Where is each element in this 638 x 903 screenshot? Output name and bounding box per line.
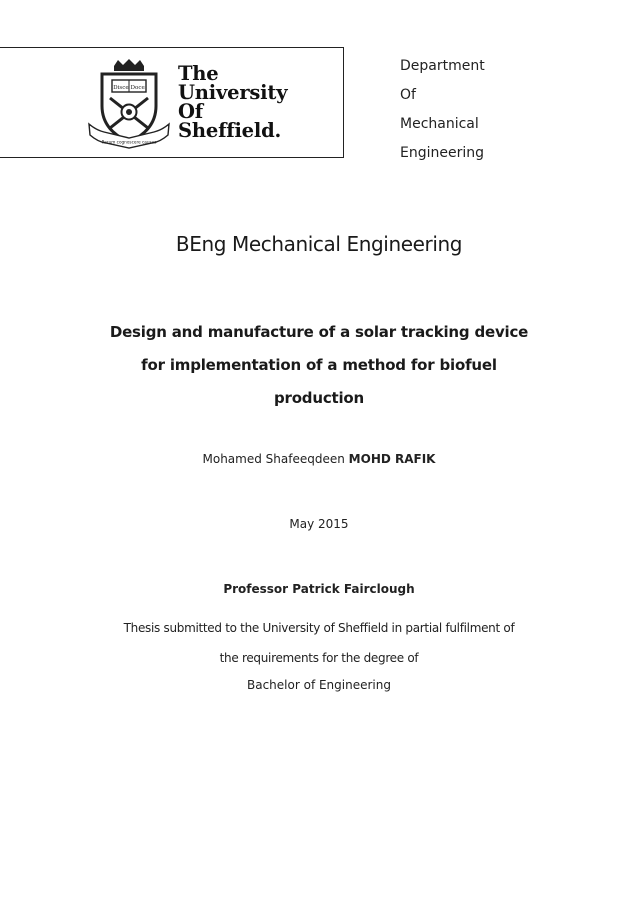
thesis-title bbox=[0, 316, 638, 415]
author-given-names: Mohamed Shafeeqdeen bbox=[202, 452, 345, 466]
submission-line: Thesis submitted to the University of Sheffield in partial fulfilment of bbox=[123, 621, 515, 635]
submission-line: the requirements for the degree of bbox=[219, 651, 419, 665]
wordmark-line: Of bbox=[178, 100, 203, 123]
university-crest-icon bbox=[88, 58, 170, 150]
crest-motto: Disce Doce bbox=[113, 85, 145, 91]
degree-award: Bachelor of Engineering bbox=[247, 678, 391, 692]
submission-date: May 2015 bbox=[289, 517, 349, 531]
department-line: Mechanical bbox=[400, 116, 479, 132]
author-name bbox=[0, 452, 638, 466]
wordmark-line: University bbox=[178, 81, 288, 104]
wordmark-line: The bbox=[178, 62, 219, 85]
department-line: Department bbox=[400, 58, 485, 74]
department-line: Engineering bbox=[400, 145, 484, 161]
university-logo-box bbox=[0, 47, 344, 158]
thesis-title-line: Design and manufacture of a solar tracking device bbox=[109, 323, 529, 341]
degree-title: BEng Mechanical Engineering bbox=[175, 232, 463, 256]
author-surname: MOHD RAFIK bbox=[348, 452, 436, 466]
supervisor-name: Professor Patrick Fairclough bbox=[223, 582, 415, 596]
department-name bbox=[400, 52, 485, 168]
submission-statement bbox=[0, 613, 638, 673]
thesis-title-line: for implementation of a method for biofuel bbox=[141, 356, 497, 374]
wordmark-line: Sheffield. bbox=[178, 119, 282, 142]
university-wordmark bbox=[178, 64, 287, 140]
thesis-title-line: production bbox=[273, 389, 365, 407]
crest-ribbon-text: Rerum cognoscere causas bbox=[101, 139, 157, 145]
department-line: Of bbox=[400, 87, 416, 103]
